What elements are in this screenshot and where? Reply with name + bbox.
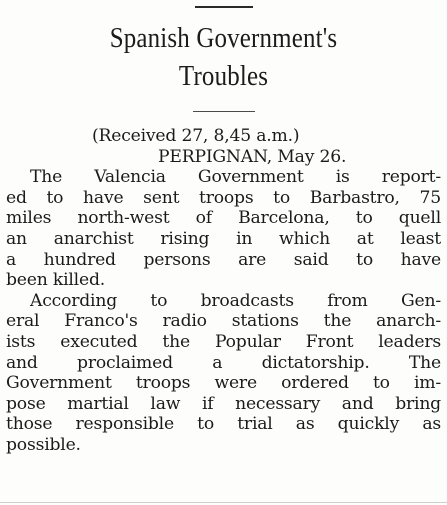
headline-divider-rule — [193, 111, 255, 112]
top-divider-rule — [195, 6, 253, 8]
paragraph-line: a hundred persons are said to have — [6, 249, 441, 270]
paragraph-line: pose martial law if necessary and bring — [6, 393, 441, 414]
headline-line-2: Troubles — [178, 60, 269, 92]
dateline: PERPIGNAN, May 26. — [158, 146, 347, 167]
article-body — [6, 126, 441, 456]
paragraph-line: and proclaimed a dictatorship. The — [6, 352, 441, 373]
headline-line-1: Spanish Government's — [109, 22, 338, 54]
paragraph-line: ists executed the Popular Front leaders — [6, 331, 441, 352]
paragraph-line: Government troops were ordered to im- — [6, 373, 441, 394]
paragraph-line: According to broadcasts from Gen- — [30, 290, 441, 311]
paragraph-line: possible. — [6, 434, 81, 455]
paragraph-line: an anarchist rising in which at least — [6, 228, 441, 249]
paragraph-1 — [6, 167, 441, 291]
paragraph-line: miles north-west of Barcelona, to quell — [6, 208, 441, 229]
paragraph-line: ed to have sent troops to Barbastro, 75 — [6, 187, 441, 208]
paragraph-line: those responsible to trial as quickly as — [6, 414, 441, 435]
bottom-edge-rule — [0, 502, 447, 503]
paragraph-2 — [6, 291, 441, 456]
received-line: (Received 27, 8,45 a.m.) — [92, 126, 300, 146]
paragraph-line: been killed. — [6, 270, 106, 291]
paragraph-line: The Valencia Government is report- — [30, 167, 441, 188]
paragraph-line: eral Franco's radio stations the anarch- — [6, 311, 441, 332]
